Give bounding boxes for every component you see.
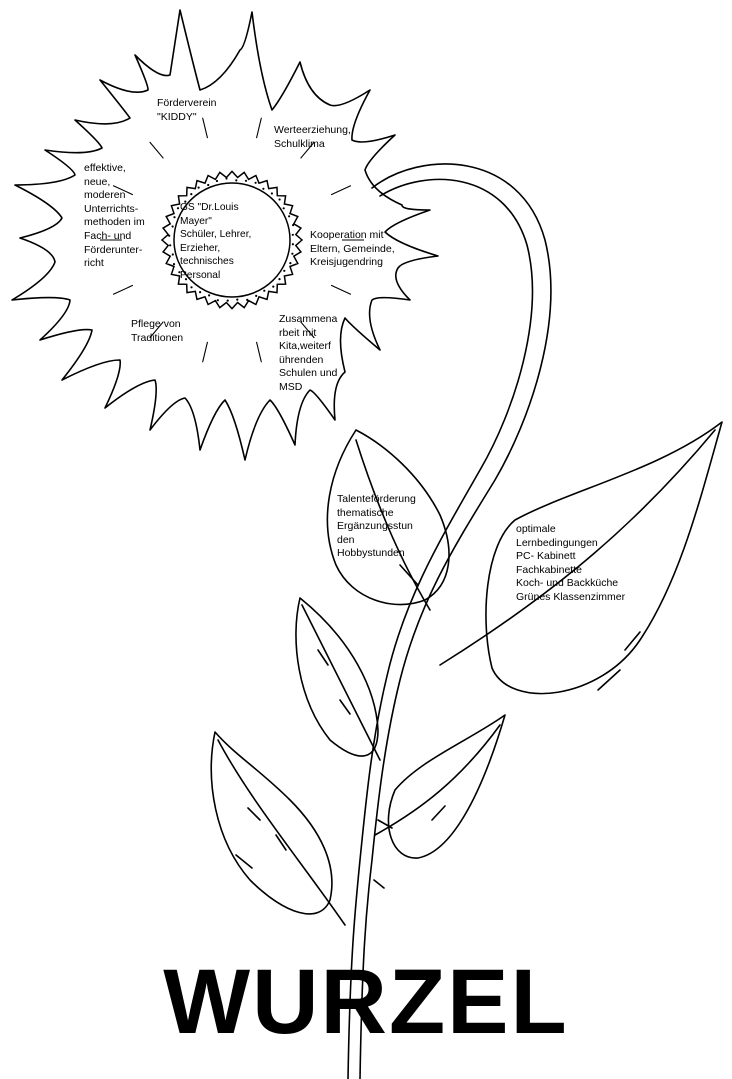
disc-dot xyxy=(208,294,210,296)
label-line: "KIDDY" xyxy=(157,110,197,123)
disc-dot xyxy=(172,225,174,227)
label-line: Hobbystunden xyxy=(337,547,405,560)
label-foerderverein xyxy=(157,97,217,124)
petal-vein xyxy=(203,342,208,362)
label-unterricht xyxy=(84,162,145,271)
disc-dot xyxy=(272,286,274,288)
label-line: Kooperation mit xyxy=(310,229,384,241)
label-line: Zusammena xyxy=(279,313,338,325)
disc-dot xyxy=(292,224,294,226)
label-line: Kita,weiterf xyxy=(279,340,331,353)
petal-vein xyxy=(331,285,351,294)
label-line: optimale xyxy=(516,523,556,535)
stem xyxy=(348,164,551,1079)
disc-dot xyxy=(207,184,209,186)
petal-vein xyxy=(257,342,262,362)
disc-dot xyxy=(283,207,285,209)
leaves xyxy=(211,422,722,925)
label-line: Förderverein xyxy=(157,97,217,109)
label-line: Kreisjugendring xyxy=(310,256,383,269)
disc-dot xyxy=(246,299,248,301)
disc-dot xyxy=(278,278,280,280)
disc-dot xyxy=(169,244,171,246)
label-line: Schulklima xyxy=(274,137,325,150)
label-line: ührenden xyxy=(279,353,324,366)
label-line: Pflege von xyxy=(131,318,181,330)
disc-dot xyxy=(168,235,170,237)
label-line: MSD xyxy=(279,380,303,393)
label-leaf-lernbedingungen xyxy=(516,523,625,605)
disc-dot xyxy=(262,188,264,190)
label-line: Koch- und Backküche xyxy=(516,577,619,590)
label-line: den xyxy=(337,533,355,546)
label-line: Förderunter- xyxy=(84,243,143,256)
label-werteerziehung xyxy=(274,124,351,151)
label-line: neue, xyxy=(84,175,111,188)
label-line: moderen xyxy=(84,189,126,202)
label-line: Fachkabinette xyxy=(516,563,582,576)
disc-dot xyxy=(227,300,229,302)
disc-dot xyxy=(198,187,200,189)
label-leaf-talent xyxy=(337,493,416,561)
label-line: Erzieher, xyxy=(180,242,221,254)
label-line: Ergänzungsstun xyxy=(337,520,413,533)
disc-dot xyxy=(235,179,237,181)
label-line: Grünes Klassenzimmer xyxy=(516,590,626,603)
label-line: Schulen und xyxy=(279,367,338,380)
disc-dot xyxy=(236,299,238,301)
disc-dot xyxy=(190,286,192,288)
disc-dot xyxy=(173,216,175,218)
label-line: thematische xyxy=(337,506,394,519)
label-line: Werteerziehung, xyxy=(274,124,351,136)
label-line: richt xyxy=(84,257,104,270)
label-kooperation xyxy=(310,229,395,270)
disc-dot xyxy=(291,253,293,255)
label-line: Personal xyxy=(180,269,221,281)
label-line: Mayer" xyxy=(180,215,212,227)
label-center-school xyxy=(180,201,251,283)
disc-dot xyxy=(245,180,247,182)
disc-dot xyxy=(289,262,291,264)
label-line: Schüler, Lehrer, xyxy=(180,229,252,241)
disc-dot xyxy=(190,193,192,195)
disc-dot xyxy=(225,177,227,179)
label-line: technisches xyxy=(180,256,234,268)
label-line: effektive, xyxy=(84,162,126,174)
label-line: Fach- und xyxy=(84,229,132,242)
disc-dot xyxy=(279,198,281,200)
label-traditionen xyxy=(131,318,183,345)
label-line: Traditionen xyxy=(131,331,184,344)
disc-dot xyxy=(199,291,201,293)
label-line: rbeit mit xyxy=(279,326,317,339)
label-line: Lernbedingungen xyxy=(516,536,598,549)
petal-vein xyxy=(257,118,262,138)
petal-vein xyxy=(331,186,351,195)
disc-dot xyxy=(217,299,219,301)
disc-dot xyxy=(263,290,265,292)
disc-dot xyxy=(271,192,273,194)
disc-dot xyxy=(216,180,218,182)
disc-dot xyxy=(283,270,285,272)
label-line: methoden im xyxy=(84,216,145,229)
label-line: GS "Dr.Louis xyxy=(180,202,239,213)
petal-vein xyxy=(113,285,133,294)
disc-dot xyxy=(172,253,174,255)
label-zusammenarbeit xyxy=(279,313,337,395)
label-line: Eltern, Gemeinde, xyxy=(310,242,395,255)
disc-dot xyxy=(173,263,175,265)
disc-dot xyxy=(255,182,257,184)
label-line: Unterrichts- xyxy=(84,202,139,215)
disc-dot xyxy=(292,234,294,236)
label-line: PC- Kabinett xyxy=(516,550,576,563)
title-wurzel: WURZEL xyxy=(163,951,569,1053)
disc-dot xyxy=(255,295,257,297)
disc-dot xyxy=(177,207,179,209)
disc-dot xyxy=(292,243,294,245)
disc-dot xyxy=(288,215,290,217)
petal-vein xyxy=(150,142,164,158)
label-line: Talenteförderung xyxy=(337,493,416,505)
